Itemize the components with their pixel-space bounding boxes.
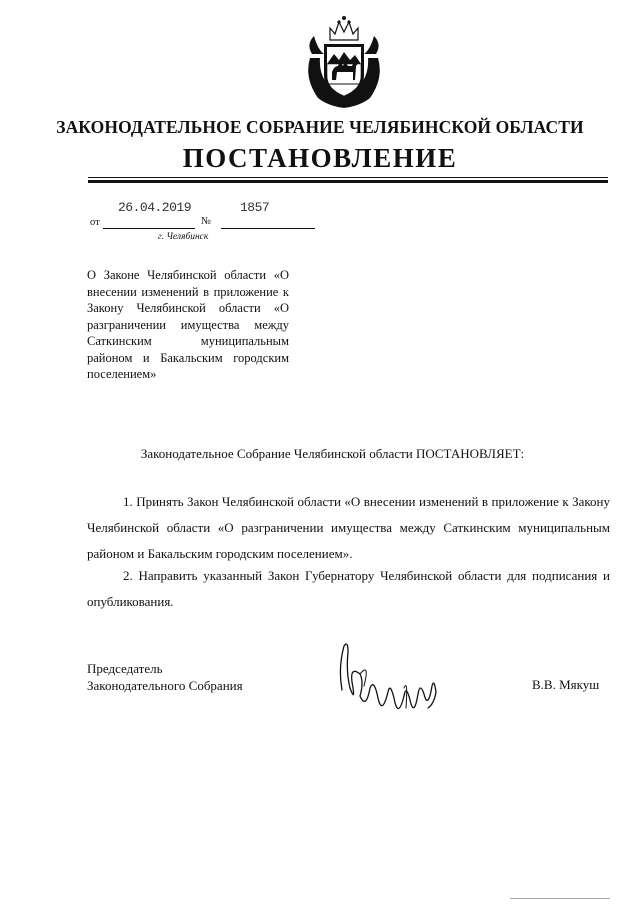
number-label: № bbox=[201, 216, 212, 227]
date-underline bbox=[103, 228, 195, 229]
document-number: 1857 bbox=[240, 200, 270, 215]
signatory-title-line-1: Председатель bbox=[87, 661, 163, 676]
document-date: 26.04.2019 bbox=[118, 200, 192, 215]
decree-item-1: 1. Принять Закон Челябинской области «О внесении изменений в приложение к Закону Челябинской области «О разграничении имущества между Саткинским муниципальным районом и Бакальским городским поселением». bbox=[87, 494, 610, 561]
header-divider-thick bbox=[88, 180, 608, 183]
header-divider-thin bbox=[88, 177, 608, 178]
decree-item-2: 2. Направить указанный Закон Губернатору Челябинской области для подписания и опубликования. bbox=[87, 568, 610, 609]
document-subject: О Законе Челябинской области «О внесении изменений в приложение к Закону Челябинской области «О разграничении имущества между Саткинским муниципальным районом и Бакальским городским поселением» bbox=[87, 268, 289, 381]
organization-name: ЗАКОНОДАТЕЛЬНОЕ СОБРАНИЕ ЧЕЛЯБИНСКОЙ ОБЛАСТИ bbox=[56, 117, 584, 137]
decree-statement: Законодательное Собрание Челябинской области ПОСТАНОВЛЯЕТ: bbox=[140, 446, 525, 461]
signatory-title bbox=[87, 660, 243, 694]
footer-mark bbox=[510, 898, 610, 899]
date-label: от bbox=[90, 217, 100, 228]
document-type-title: ПОСТАНОВЛЕНИЕ bbox=[182, 143, 458, 173]
handwritten-signature bbox=[334, 638, 440, 724]
signatory-name: В.В. Мякуш bbox=[532, 677, 600, 692]
signatory-title-line-2: Законодательного Собрания bbox=[87, 678, 243, 693]
city-label: г. Челябинск bbox=[158, 232, 209, 242]
coat-of-arms-icon bbox=[304, 14, 384, 110]
number-underline bbox=[221, 228, 315, 229]
